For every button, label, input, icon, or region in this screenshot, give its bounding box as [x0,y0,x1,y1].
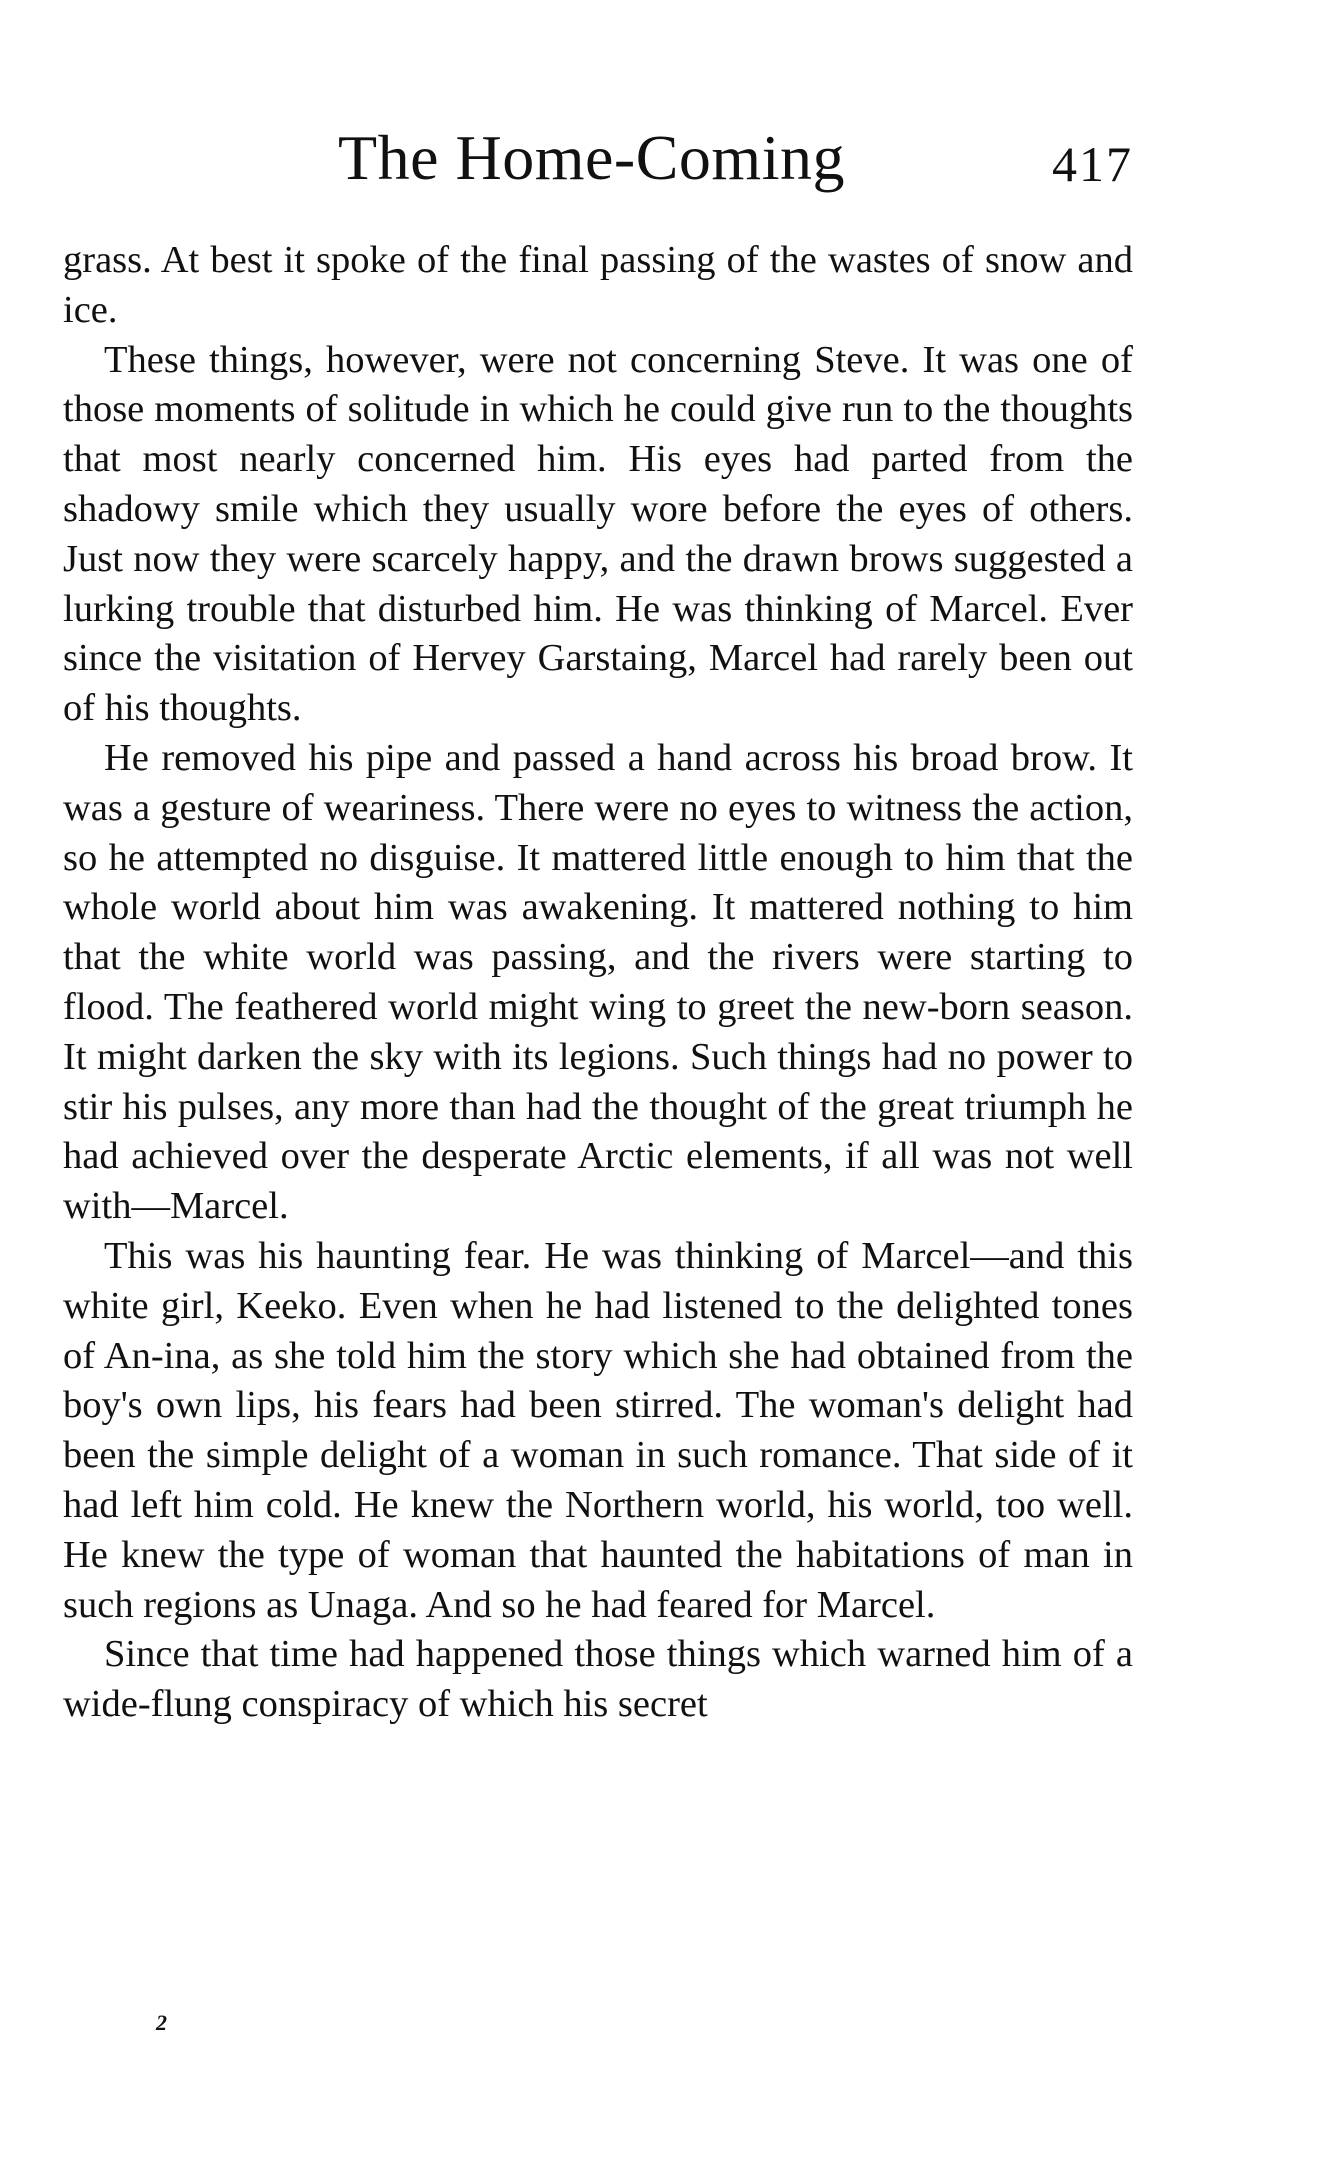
body-text [63,236,1133,1730]
paragraph: This was his haunting fear. He was thinking of Marcel—and this white girl, Keeko. Even when he had listened to the delighted tones of An-ina, as she told him the story which she had obtained from the boy's own lips, his fears had been stirred. The woman's delight had been the simple delight of a woman in such romance. That side of it had left him cold. He knew the Northern world, his world, too well. He knew the type of woman that haunted the habitations of man in such regions as Unaga. And so he had feared for Marcel. [63,1234,1133,1626]
paragraph: Since that time had happened those things which warned him of a wide-flung conspiracy of which his secret [63,1633,1133,1726]
paragraph-continued: grass. At best it spoke of the final passing of the wastes of snow and ice. [63,239,1133,331]
paragraph: These things, however, were not concerning Steve. It was one of those moments of solitude in which he could give run to the thoughts that most nearly concerned him. His eyes had parted from the shadowy smile which they usually wore before the eyes of others. Just now they were scarcely happy, and the drawn brows suggested a lurking trouble that disturbed him. He was thinking of Marcel. Ever since the visitation of Hervey Garstaing, Marcel had rarely been out of his thoughts. [63,338,1133,730]
running-head [63,118,1133,198]
signature-mark: 2 [156,2010,167,2035]
running-title: The Home-Coming [338,122,845,193]
page-number: 417 [1052,136,1133,192]
paragraph: He removed his pipe and passed a hand across his broad brow. It was a gesture of weariness. There were no eyes to witness the action, so he attempted no disguise. It mattered little enough to him that the whole world about him was awakening. It mattered nothing to him that the white world was passing, and the rivers were starting to flood. The feathered world might wing to greet the new-born season. It might darken the sky with its legions. Such things had no power to stir his pulses, any more than had the thought of the great triumph he had achieved over the desperate Arctic elements, if all was not well with—Marcel. [63,736,1133,1228]
